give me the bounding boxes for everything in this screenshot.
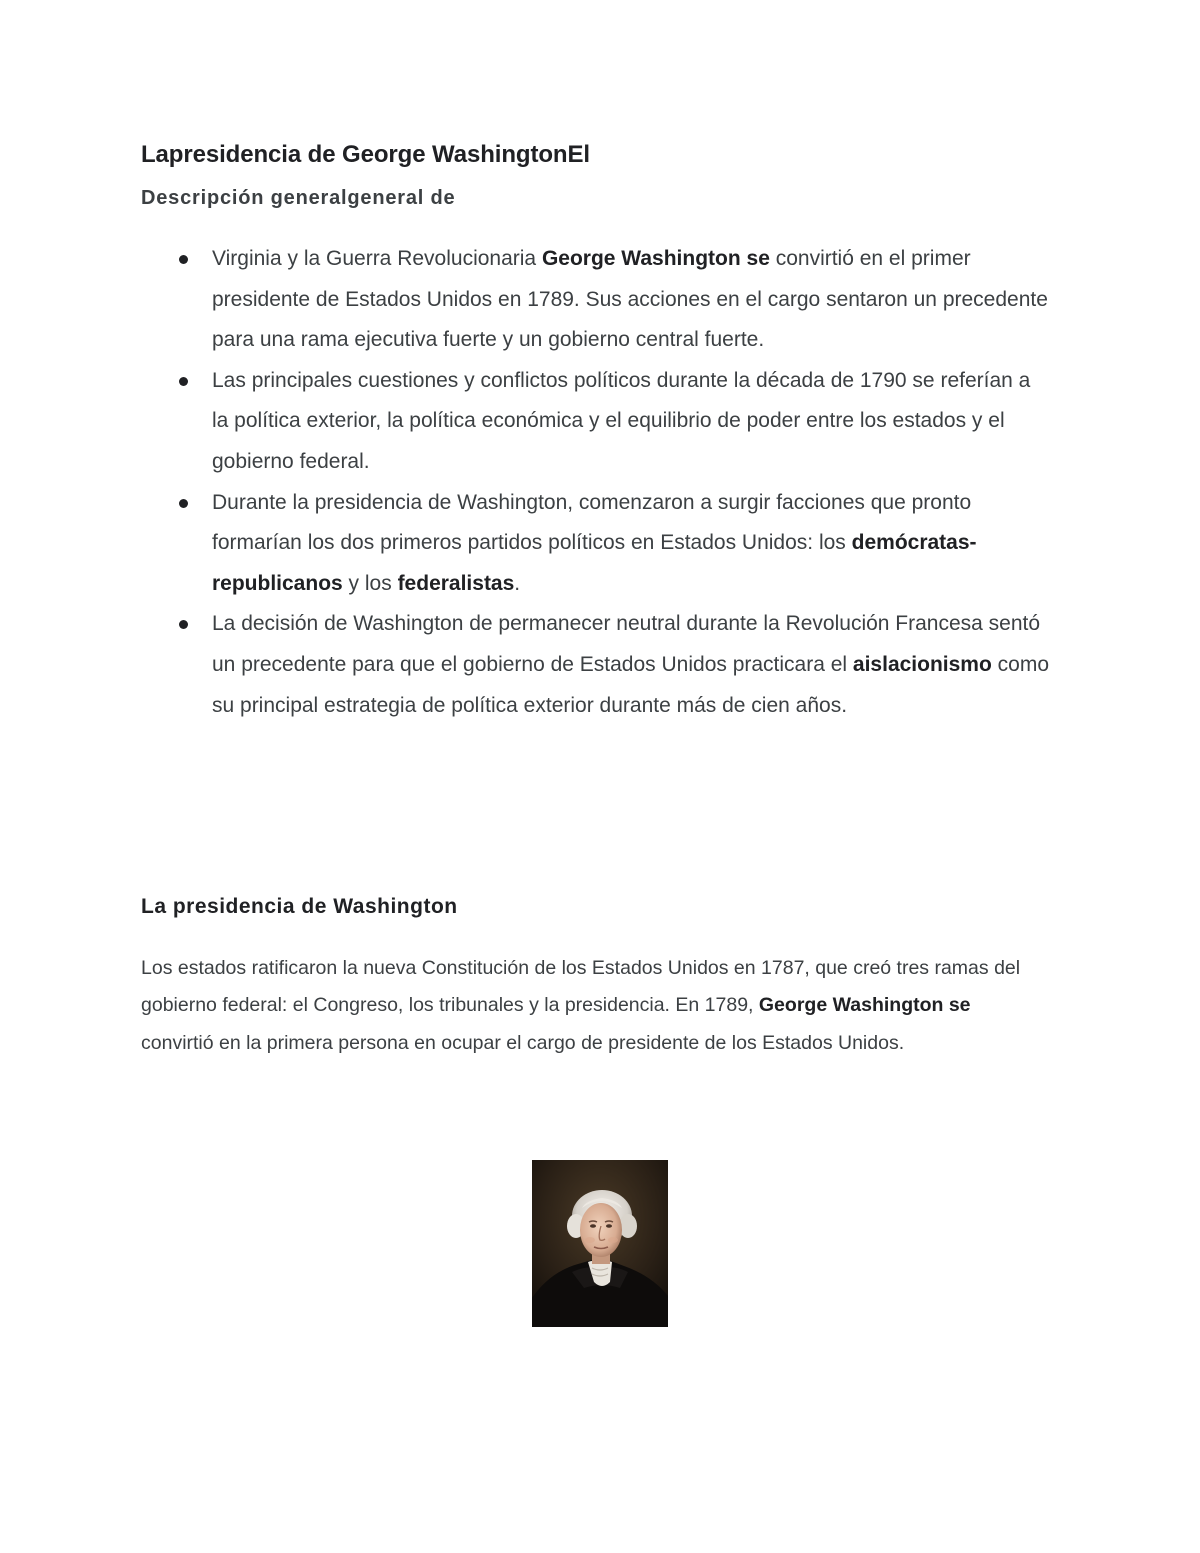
bullet-bold-text: demócratas-republicanos bbox=[212, 531, 977, 595]
section-heading: La presidencia de Washington bbox=[141, 895, 458, 918]
body-paragraph bbox=[141, 950, 1041, 1062]
bullet-item bbox=[141, 239, 1051, 361]
bullet-item bbox=[141, 483, 1051, 605]
bullet-text: La decisión de Washington de permanecer neutral durante la Revolución Francesa sentó un precedente para que el gobierno de Estados Unidos practicara el bbox=[212, 612, 1041, 676]
bullet-text: Virginia y la Guerra Revolucionaria bbox=[212, 247, 542, 270]
document-title: Lapresidencia de George WashingtonEl bbox=[141, 141, 590, 168]
bullet-item bbox=[141, 361, 1051, 483]
bullet-text: . bbox=[514, 571, 521, 595]
bullet-bold-text: federalistas bbox=[397, 571, 515, 595]
washington-portrait-image bbox=[532, 1160, 668, 1327]
bullet-dot-icon bbox=[179, 620, 188, 629]
bullet-list bbox=[141, 239, 1051, 726]
paragraph-text: Los estados ratificaron la nueva Constitución de los Estados Unidos en 1787, que creó tres ramas del gobierno federal: el Congreso, los tribunales y la presidencia. En 1789, bbox=[141, 957, 1021, 1017]
bullet-item bbox=[141, 604, 1051, 726]
bullet-dot-icon bbox=[179, 377, 188, 386]
paragraph-bold-text: George Washington se bbox=[758, 994, 971, 1017]
paragraph-text: convirtió en la primera persona en ocupar el cargo de presidente de los Estados Unidos. bbox=[141, 1031, 905, 1054]
bullet-text: convirtió en el primer presidente de Estados Unidos en 1789. Sus acciones en el cargo sentaron un precedente para una rama ejecutiva fuerte y un gobierno central fuerte. bbox=[212, 247, 1048, 352]
portrait-icon bbox=[532, 1160, 668, 1327]
bullet-text: como su principal estrategia de política exterior durante más de cien años. bbox=[212, 652, 1049, 717]
bullet-bold-text: George Washington se bbox=[541, 247, 770, 270]
bullet-bold-text: aislacionismo bbox=[852, 652, 992, 676]
bullet-text: y los bbox=[342, 571, 398, 595]
bullet-text: Durante la presidencia de Washington, comenzaron a surgir facciones que pronto formarían los dos primeros partidos políticos en Estados Unidos: los bbox=[212, 490, 972, 555]
document-subtitle: Descripción generalgeneral de bbox=[141, 187, 456, 209]
bullet-text: Las principales cuestiones y conflictos políticos durante la década de 1790 se referían a la política exterior, la política económica y el equilibrio de poder entre los estados y el gobierno federal. bbox=[212, 368, 1031, 473]
bullet-dot-icon bbox=[179, 499, 188, 508]
bullet-dot-icon bbox=[179, 255, 188, 264]
